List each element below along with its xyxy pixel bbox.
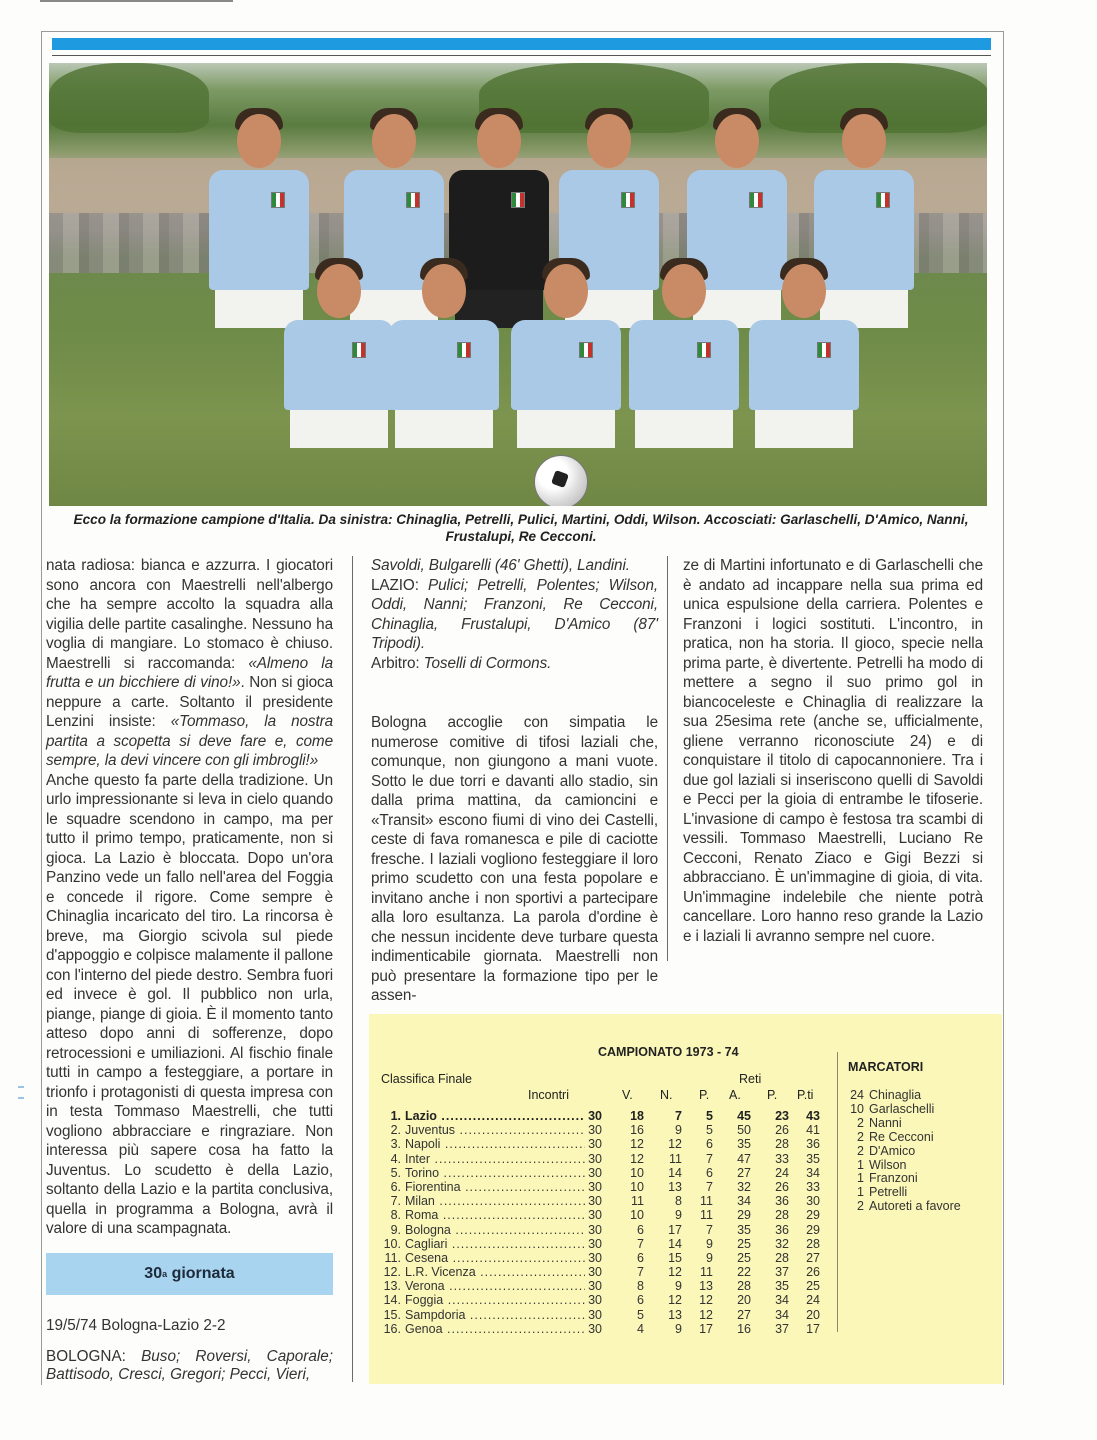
scorer-name: Garlaschelli [869,1101,935,1116]
scorer-name: Nanni [869,1115,902,1130]
article-paragraph [46,556,333,1239]
tricolour-shield-icon [876,192,890,208]
stat-pti: 30 [806,1194,820,1209]
stat-p: 11 [700,1265,713,1280]
rank: 2. [390,1123,401,1138]
player-head [422,264,466,318]
stat-rp: 26 [775,1179,789,1194]
stat-n: 9 [675,1321,682,1336]
scorer-goals: 24 [850,1088,864,1102]
player-shirt [389,320,499,410]
scorer-goals: 10 [850,1101,864,1116]
stat-v: 6 [637,1293,644,1308]
stat-p: 5 [706,1123,713,1138]
table-title: CAMPIONATO 1973 - 74 [598,1045,739,1059]
stat-a: 34 [737,1194,751,1209]
player-shirt [629,320,739,410]
player-head [587,114,631,168]
article-column-1 [46,556,333,1239]
stat-n: 17 [668,1222,682,1237]
stat-pti: 35 [806,1151,820,1166]
stat-a: 28 [737,1279,751,1294]
team-name: Foggia ..... [405,1293,585,1307]
stat-v: 16 [630,1123,644,1138]
stat-n: 13 [668,1307,682,1322]
scorer-name: Franzoni [869,1171,918,1186]
team-name: Verona ..... [405,1279,585,1293]
stat-g: 30 [588,1165,602,1180]
tricolour-shield-icon [457,342,471,358]
rank: 14. [383,1293,401,1308]
player-head [842,114,886,168]
scorer-name: Wilson [869,1157,907,1172]
stat-p: 11 [700,1208,713,1223]
scorer-entry [848,1117,961,1131]
stat-p: 7 [706,1222,713,1237]
rank: 3. [390,1137,401,1152]
team-name: Fiorentina ..... [405,1180,585,1194]
stat-pti: 17 [806,1321,820,1336]
italic-run: Toselli di Cormons. [423,654,552,672]
stat-g: 30 [588,1179,602,1194]
text-run: Arbitro: [371,654,424,672]
stat-pti: 41 [806,1123,820,1138]
stat-a: 35 [737,1137,751,1152]
player-shorts [290,410,388,448]
team-name: Napoli ..... [405,1137,585,1151]
stat-n: 9 [675,1279,682,1294]
header-reti-subite: P. [767,1088,778,1102]
stat-p: 13 [699,1279,713,1294]
top-rule [40,0,233,2]
stat-v: 10 [630,1179,644,1194]
team-name: Genoa ..... [405,1322,585,1336]
stat-rp: 34 [775,1293,789,1308]
rank: 6. [390,1179,401,1194]
scorer-entry [848,1200,961,1214]
header-reti: Reti [739,1072,762,1086]
text-run: Anche questo fa parte della tradizione. Un urlo impressionante si leva in cielo quando le squadre scendono in campo, ma per tutto il primo tempo, praticamente, non si gioca. La Lazio è bloccata. Dopo un'ora Panzino vede un fallo nell'area del Foggia e concede il rigore. Come sempre è Chinaglia incaricato del tiro. La rincorsa è breve, ma Giorgio scivola sul piede d'appoggio e colpisce malamente il pallone con l'interno del piede destro. Sembra fuori ed invece è gol. Il pubblico non urla, piange, piange di gioia. È il momento tanto atteso dopo anni di sofferenze, dopo retrocessioni e umiliazioni. Al fischio finale tutti in campo a festeggiare, a portare in trionfo i protagonisti di questa impresa con in testa Tommaso Maestrelli, che tutti vogliono abbracciare e ringraziare. Non interessa più sapere cosa ha fatto la Juventus. Lo scudetto è della Lazio, soltanto della Lazio e la partita conclusiva, quella in programma a Bologna, avrà il valore di una scampagnata. [46,771,334,1237]
header-color-bar [52,38,991,50]
rank: 10. [383,1236,401,1251]
stat-v: 11 [631,1194,644,1209]
stat-pti: 29 [806,1208,820,1223]
stat-g: 30 [588,1109,602,1123]
rank: 1. [390,1109,401,1123]
scorer-name: Chinaglia [869,1088,922,1102]
team-name: Cagliari ..... [405,1237,585,1251]
bologna-lineup [46,1348,333,1384]
stat-g: 30 [588,1321,602,1336]
stat-pti: 25 [806,1279,820,1294]
stat-n: 12 [668,1265,682,1280]
stat-v: 4 [637,1321,644,1336]
team-name: Torino ..... [405,1166,585,1180]
stat-v: 10 [630,1208,644,1223]
stat-g: 30 [588,1293,602,1308]
stat-a: 29 [737,1208,751,1223]
stat-n: 14 [668,1165,682,1180]
stat-g: 30 [588,1222,602,1237]
stat-v: 12 [630,1151,644,1166]
stat-v: 5 [637,1307,644,1322]
player-head [477,114,521,168]
tricolour-shield-icon [352,342,366,358]
team-name: Cesena ..... [405,1251,585,1265]
stat-p: 7 [706,1179,713,1194]
rank: 8. [390,1208,401,1223]
stat-p: 9 [706,1236,713,1251]
stat-rp: 32 [775,1236,789,1251]
stat-a: 25 [737,1236,751,1251]
header-punti: P.ti [797,1088,814,1102]
stat-v: 7 [637,1236,644,1251]
stat-g: 30 [588,1265,602,1280]
stat-v: 10 [630,1165,644,1180]
background-tree [49,63,209,133]
stat-p: 7 [706,1151,713,1166]
scorer-goals: 2 [857,1199,864,1214]
stat-g: 30 [588,1208,602,1223]
stat-rp: 28 [775,1250,789,1265]
stat-pti: 34 [806,1165,820,1180]
stat-rp: 23 [775,1109,789,1123]
stat-p: 12 [699,1293,713,1308]
player-shirt [814,170,914,290]
team-name: Inter ..... [405,1152,585,1166]
tricolour-shield-icon [579,342,593,358]
player-shorts [755,410,853,448]
column-divider [352,556,353,1382]
stat-p: 5 [706,1109,713,1123]
stat-n: 12 [668,1293,682,1308]
stat-rp: 37 [775,1321,789,1336]
bologna-players: Buso; Roversi, Caporale; Battisodo, Cresci, Gregori; Pecci, Vieri, [46,1348,334,1383]
scorer-goals: 2 [857,1129,864,1144]
scorer-name: Re Cecconi [869,1129,934,1144]
marcatori-divider [837,1052,838,1332]
tricolour-shield-icon [511,192,525,208]
stat-n: 15 [668,1250,682,1265]
italic-run: «Almeno la frutta e un bicchiere di vino!» [46,654,334,691]
player-shirt [511,320,621,410]
stat-p: 6 [706,1165,713,1180]
team-photo [49,63,987,506]
rank: 15. [383,1307,401,1322]
photo-caption: Ecco la formazione campione d'Italia. Da sinistra: Chinaglia, Petrelli, Pulici, Martini, Oddi, Wilson. Accosciati: Garlaschelli, D'Amico, Nanni, Frustalupi, Re Cecconi. [73,512,969,544]
rank: 12. [383,1265,401,1280]
stat-pti: 26 [806,1265,820,1280]
stat-pti: 24 [806,1293,820,1308]
player-head [317,264,361,318]
header-perse: P. [699,1088,710,1102]
rank: 16. [383,1321,401,1336]
article-column-2 [371,556,658,1006]
scorer-entry [848,1089,961,1103]
scorer-goals: 2 [857,1143,864,1158]
football [534,455,588,506]
player-shorts [395,410,493,448]
rank: 5. [390,1165,401,1180]
stat-rp: 28 [775,1208,789,1223]
scorer-name: Petrelli [869,1185,908,1200]
scorer-entry [848,1103,961,1117]
header-rule [52,55,991,56]
stat-p: 9 [706,1250,713,1265]
player-shirt [284,320,394,410]
stat-pti: 28 [806,1236,820,1251]
giornata-label: giornata [171,1265,235,1282]
text-run: . Non si gioca neppure a carte. Soltanto il presidente Lenzini insiste: [46,674,333,730]
stat-pti: 43 [806,1109,820,1123]
table-subtitle: Classifica Finale [381,1072,473,1086]
stat-a: 32 [737,1179,751,1194]
rank: 7. [390,1194,401,1209]
header-nulle: N. [660,1088,673,1102]
player-head [662,264,706,318]
stat-a: 27 [737,1165,751,1180]
giornata-number: 30 [144,1265,163,1282]
stat-g: 30 [588,1137,602,1152]
player-shirt [209,170,309,290]
stat-a: 45 [737,1109,751,1123]
article-column-3 [683,556,983,946]
stat-p: 11 [700,1194,713,1209]
stat-n: 13 [668,1179,682,1194]
stat-a: 27 [737,1307,751,1322]
stat-n: 7 [675,1109,682,1123]
rank: 13. [383,1279,401,1294]
scorer-goals: 2 [857,1115,864,1130]
stat-a: 35 [737,1222,751,1237]
scorer-goals: 1 [857,1185,864,1200]
marcatori-title: MARCATORI [848,1060,924,1074]
stat-a: 25 [737,1250,751,1265]
stat-v: 12 [630,1137,644,1152]
stat-p: 12 [699,1307,713,1322]
stat-v: 18 [630,1109,644,1123]
stat-g: 30 [588,1250,602,1265]
stat-p: 6 [706,1137,713,1152]
stat-n: 12 [668,1137,682,1152]
italic-run: Pulici; Petrelli, Polentes; Wilson, Oddi, Nanni; Franzoni, Re Cecconi, Chinaglia, Frustalupi, D'Amico (87' Tripodi). [371,576,658,652]
header-incontri: Incontri [528,1088,569,1102]
player-head [372,114,416,168]
team-name: L.R. Vicenza ..... [405,1265,585,1279]
stat-n: 11 [669,1151,682,1166]
stat-rp: 36 [775,1194,789,1209]
team-name: Juventus ..... [405,1123,585,1137]
rank: 9. [390,1222,401,1237]
stat-v: 6 [637,1222,644,1237]
margin-mark [18,1097,24,1099]
scorer-name: Autoreti a favore [869,1199,961,1214]
stat-rp: 33 [775,1151,789,1166]
margin-mark [18,1086,24,1088]
tricolour-shield-icon [749,192,763,208]
tricolour-shield-icon [817,342,831,358]
match-result: 19/5/74 Bologna-Lazio 2-2 [46,1317,226,1334]
player-head [782,264,826,318]
scorer-goals: 1 [857,1171,864,1186]
stat-a: 20 [737,1293,751,1308]
header-reti-fatte: A. [729,1088,741,1102]
article-paragraph: Bologna accoglie con simpatia le numerose comitive di tifosi laziali che, comunque, non giungono a mani vuote. Sotto le due torri e davanti allo stadio, sin dalla prima mattina, da camioncini e «Transit» escono fiumi di vino dei Castelli, ceste di fava romanesca e pile di caciotte fresche. I laziali vogliono festeggiare il loro primo scudetto con una festa popolare e invitano anche i non sportivi a partecipare alla loro esultanza. La parola d'ordine è che nessun incidente deve turbare questa indimenticabile giornata. Maestrelli non può presentare la formazione tipo per le assen- [371,714,658,1004]
stat-n: 9 [675,1123,682,1138]
stat-g: 30 [588,1123,602,1138]
player-shorts [635,410,733,448]
stat-g: 30 [588,1307,602,1322]
stat-pti: 20 [806,1307,820,1322]
team-name: Milan ..... [405,1194,585,1208]
stat-rp: 24 [775,1165,789,1180]
player-head [544,264,588,318]
rank: 4. [390,1151,401,1166]
italic-run: «Tommaso, la nostra partita a scopetta si deve fare e, come sempre, la devi vincere con gli imbrogli!» [46,713,334,769]
stat-v: 8 [637,1279,644,1294]
team-name: Lazio ..... [405,1109,585,1123]
stat-rp: 37 [775,1265,789,1280]
bologna-label: BOLOGNA: [46,1348,142,1365]
stat-g: 30 [588,1236,602,1251]
scorer-name: D'Amico [869,1143,916,1158]
tricolour-shield-icon [621,192,635,208]
header-vinte: V. [622,1088,633,1102]
stat-pti: 27 [806,1250,820,1265]
stat-rp: 34 [775,1307,789,1322]
player-shorts [517,410,615,448]
stat-pti: 29 [806,1222,820,1237]
stat-p: 17 [699,1321,713,1336]
column-divider [667,556,668,961]
stat-a: 47 [737,1151,751,1166]
text-run: LAZIO: [371,576,429,594]
tricolour-shield-icon [271,192,285,208]
stat-pti: 36 [806,1137,820,1152]
scorer-entry [848,1145,961,1159]
stat-pti: 33 [806,1179,820,1194]
marcatori-list [848,1089,961,1214]
stat-a: 50 [737,1123,751,1138]
tricolour-shield-icon [406,192,420,208]
text-run: nata radiosa: bianca e azzurra. I giocatori sono ancora con Maestrelli nell'albergo che ha sempre accolto la squadra alla vigilia delle partite casalinghe. Nessuno ha voglia di mangiare. Lo stomaco è chiuso. Maestrelli si raccomanda: [46,557,333,672]
stat-n: 8 [675,1194,682,1209]
stat-rp: 28 [775,1137,789,1152]
rank: 11. [384,1250,401,1265]
scorer-entry [848,1172,961,1186]
team-name: Roma ..... [405,1208,585,1222]
player-shirt [749,320,859,410]
italic-run: Savoldi, Bulgarelli (46' Ghetti), Landini. [371,557,630,574]
scorer-entry [848,1159,961,1173]
giornata-banner [46,1253,333,1295]
scorer-entry [848,1186,961,1200]
article-paragraph: ze di Martini infortunato e di Garlaschelli che è andato ad incappare nella sua prima ed unica espulsione della carriera. Polentes e Franzoni i logici sostituti. L'incontro, in pratica, non ha storia. Il gioco, specie nella prima parte, è divertente. Petrelli ha modo di mettere a segno il suo primo gol in biancoceleste e Chinaglia di realizzare la sua 25esima rete (anche se, ufficialmente, gliene verranno riconosciute 24) e di conquistare il titolo di capocannoniere. Tra i due gol laziali si inseriscono quelli di Savoldi e Pecci per la gioia di entrambe le tifoserie. L'invasione di campo è festosa tra scambi di vessili. Tommaso Maestrelli, Luciano Re Cecconi, Renato Ziaco e Gigi Bezzi si abbracciano. È un'immagine di gioia, di vita. Un'immagine indelebile che niente potrà cancellare. Loro hanno reso grande la Lazio e i laziali li avranno sempre nel cuore. [683,557,983,945]
stat-rp: 26 [775,1123,789,1138]
team-name: Bologna ..... [405,1223,585,1237]
stat-g: 30 [588,1151,602,1166]
scorer-entry [848,1131,961,1145]
player-head [715,114,759,168]
stat-rp: 35 [775,1279,789,1294]
lazio-lineup [371,556,658,673]
stat-rp: 36 [775,1222,789,1237]
stat-n: 9 [675,1208,682,1223]
scorer-goals: 1 [857,1157,864,1172]
giornata-ordinal: a [162,1269,168,1279]
stat-v: 7 [637,1265,644,1280]
stat-g: 30 [588,1279,602,1294]
stat-a: 22 [737,1265,751,1280]
team-name: Sampdoria ..... [405,1308,585,1322]
stat-n: 14 [668,1236,682,1251]
player-head [237,114,281,168]
stat-a: 16 [737,1321,751,1336]
tricolour-shield-icon [697,342,711,358]
stat-v: 6 [637,1250,644,1265]
stat-g: 30 [588,1194,602,1209]
